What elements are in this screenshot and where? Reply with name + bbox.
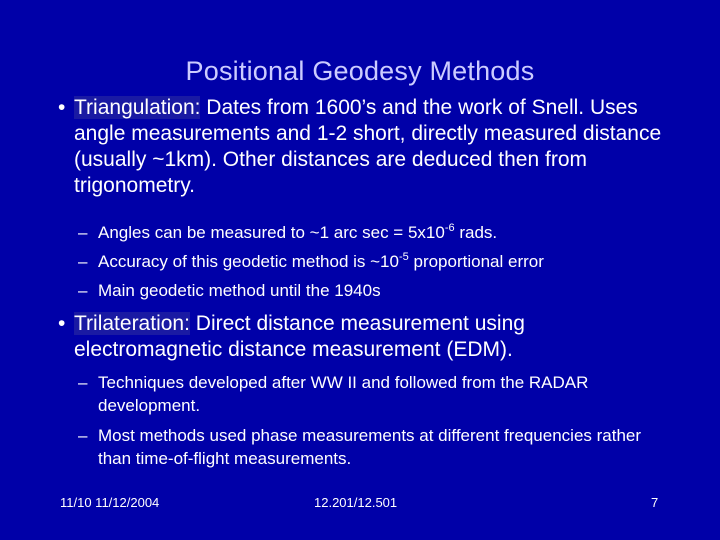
sub-bullet-phase xyxy=(78,424,658,470)
bullet-triangulation xyxy=(58,95,678,199)
bullet-trilateration xyxy=(58,311,678,363)
sub-bullet-marker: – xyxy=(78,252,88,271)
superscript: -5 xyxy=(398,251,409,263)
sub-bullet-text: Techniques developed after WW II and followed from the RADAR development. xyxy=(98,373,589,415)
sub-bullet-text-end: proportional error xyxy=(408,252,544,271)
bullet-term: Triangulation: xyxy=(74,96,201,119)
bullet-text: Direct distance measurement using electromagnetic distance measurement (EDM). xyxy=(74,312,525,361)
sub-bullet-main-method xyxy=(78,279,658,302)
sub-bullet-marker: – xyxy=(78,373,88,392)
sub-bullet-marker: – xyxy=(78,281,88,300)
bullet-marker: • xyxy=(58,96,66,119)
sub-bullet-accuracy xyxy=(78,250,658,273)
sub-bullet-techniques xyxy=(78,371,658,417)
superscript: -6 xyxy=(444,222,455,234)
bullet-marker: • xyxy=(58,312,66,335)
sub-bullet-text: Most methods used phase measurements at different frequencies rather than time-of-flight measurements. xyxy=(98,426,642,468)
bullet-text: Dates from 1600’s and the work of Snell. Uses angle measurements and 1-2 short, directly measured distance (usually ~1km). Other distances are deduced then from trigonometry. xyxy=(74,96,662,197)
sub-bullet-marker: – xyxy=(78,426,88,445)
slide-title: Positional Geodesy Methods xyxy=(185,56,535,86)
sub-bullet-text: Accuracy of this geodetic method is ~10 xyxy=(98,252,399,271)
sub-bullet-text: Main geodetic method until the 1940s xyxy=(98,281,381,300)
sub-bullet-text-end: rads. xyxy=(454,223,498,242)
sub-bullet-marker: – xyxy=(78,223,88,242)
sub-bullet-text: Angles can be measured to ~1 arc sec = 5x10 xyxy=(98,223,445,242)
bullet-term: Trilateration: xyxy=(74,312,190,335)
sub-bullet-angles xyxy=(78,221,658,244)
footer-course: 12.201/12.501 xyxy=(314,495,398,510)
footer-date: 11/10 11/12/2004 xyxy=(60,495,160,510)
footer-page-number: 7 xyxy=(651,495,659,510)
